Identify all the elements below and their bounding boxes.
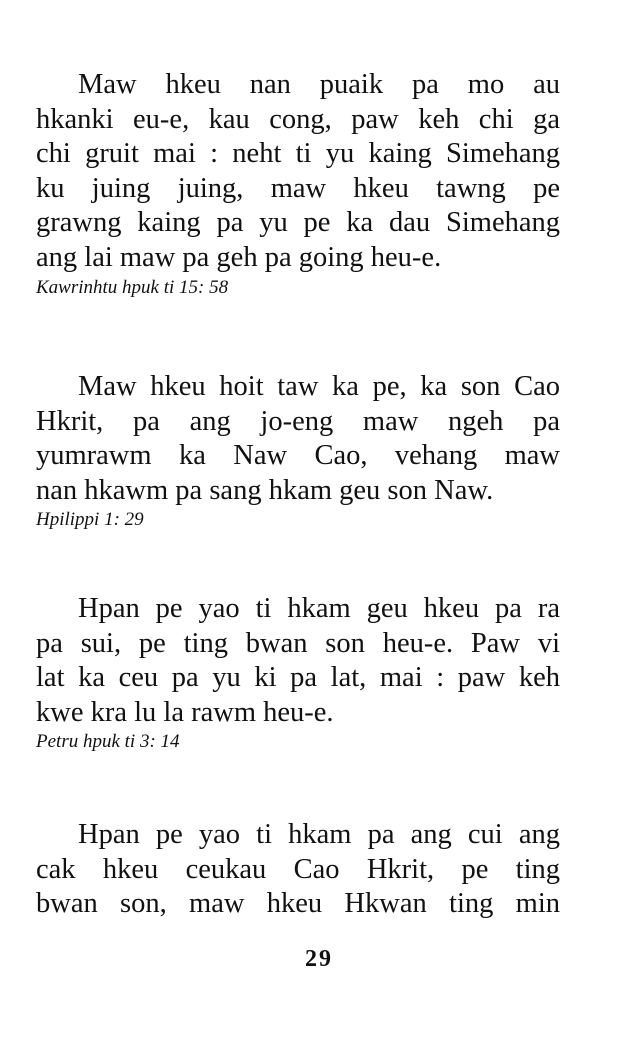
passage-1-line-4: ku juing juing, maw hkeu tawng pe	[36, 172, 560, 204]
passage-4-line-3: bwan son, maw hkeu Hkwan ting min	[36, 888, 560, 920]
passage-3-line-2: pa sui, pe ting bwan son heu-e. Paw vi	[36, 627, 560, 659]
passage-3-line-3: lat ka ceu pa yu ki pa lat, mai : paw keh	[36, 662, 560, 694]
passage-2-line-2: Hkrit, pa ang jo-eng maw ngeh pa	[36, 405, 560, 437]
passage-1-line-1: Maw hkeu nan puaik pa mo au	[78, 69, 560, 100]
passage-2-line-4: nan hkawm pa sang hkam geu son Naw.	[36, 474, 494, 506]
passage-1-reference: Kawrinhtu hpuk ti 15: 58	[36, 276, 229, 298]
page-number: 29	[305, 946, 333, 972]
passage-2-reference: Hpilippi 1: 29	[36, 509, 144, 531]
passage-2-line-3: yumrawm ka Naw Cao, vehang maw	[36, 440, 560, 472]
passage-4	[36, 818, 560, 922]
passage-4-line-2: cak hkeu ceukau Cao Hkrit, pe ting	[36, 853, 560, 885]
passage-1	[36, 68, 560, 300]
passage-1-line-6: ang lai maw pa geh pa going heu-e.	[36, 241, 442, 273]
passage-3-line-1: Hpan pe yao ti hkam geu hkeu pa ra	[78, 593, 560, 624]
passage-1-line-5: grawng kaing pa yu pe ka dau Simehang	[36, 207, 560, 239]
passage-4-line-1: Hpan pe yao ti hkam pa ang cui ang	[78, 819, 560, 850]
passage-1-line-2: hkanki eu-e, kau cong, paw keh chi ga	[36, 103, 560, 135]
passage-1-line-3: chi gruit mai : neht ti yu kaing Simehang	[36, 138, 560, 170]
passage-3	[36, 592, 560, 754]
passage-3-line-4: kwe kra lu la rawm heu-e.	[36, 696, 334, 728]
passage-3-reference: Petru hpuk ti 3: 14	[36, 731, 180, 753]
passage-2-line-1: Maw hkeu hoit taw ka pe, ka son Cao	[78, 371, 560, 402]
passage-2	[36, 370, 560, 532]
